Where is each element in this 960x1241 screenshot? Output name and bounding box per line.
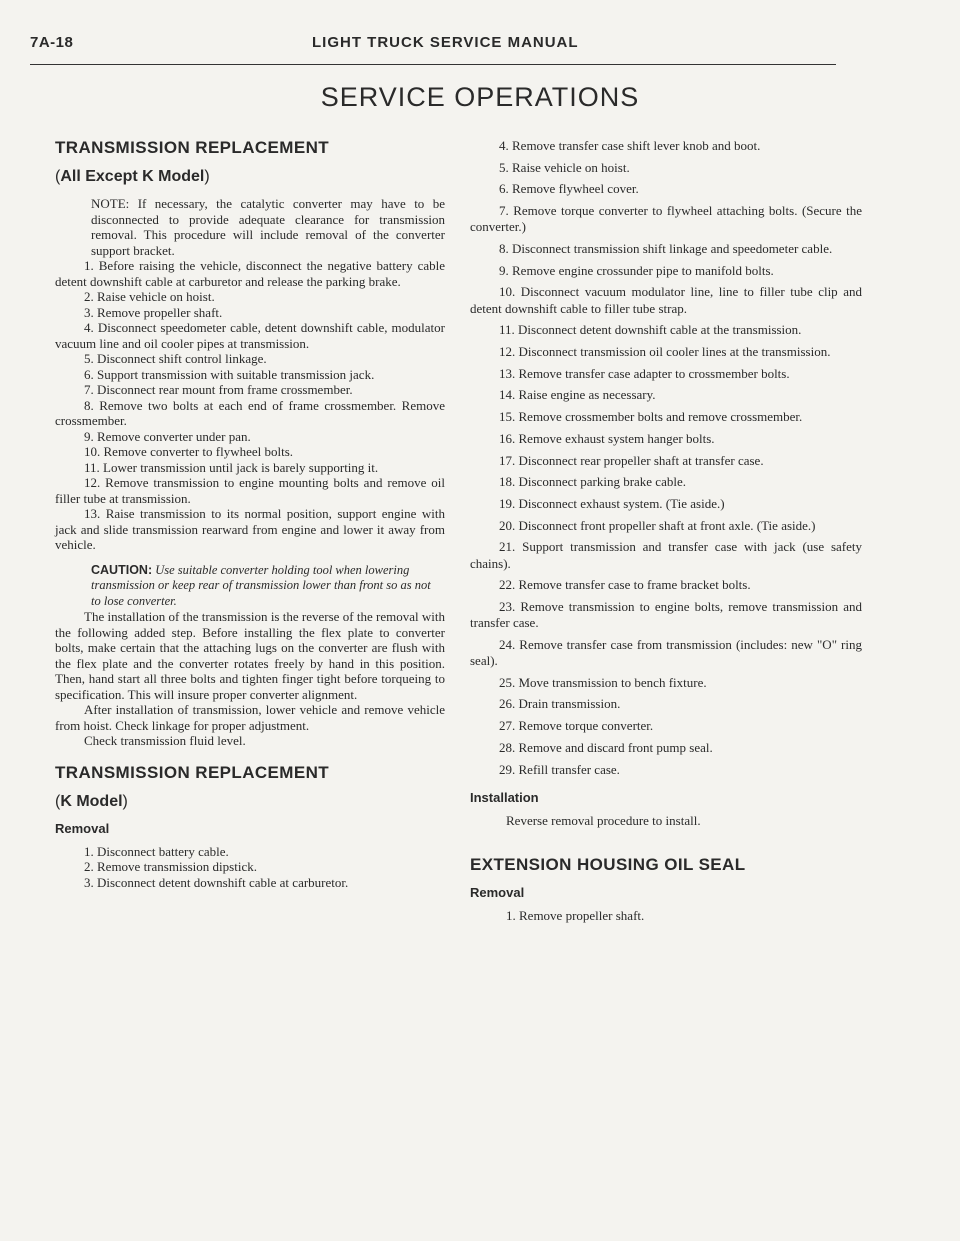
list-item: 5. Disconnect shift control linkage. bbox=[84, 351, 267, 366]
list-item: 3. Remove propeller shaft. bbox=[84, 304, 223, 320]
note-paragraph: NOTE: If necessary, the catalytic converter may have to be disconnected to provide adequate clearance for transmission removal. This procedure will include removal of the converter support bracket. bbox=[91, 196, 445, 258]
removal-label: Removal bbox=[55, 820, 110, 836]
running-title: LIGHT TRUCK SERVICE MANUAL bbox=[312, 34, 579, 51]
list-item: 28. Remove and discard front pump seal. bbox=[499, 739, 713, 755]
list-item: 10. Disconnect vacuum modulator line, line to filler tube clip and detent downshift cable to filler tube strap. bbox=[470, 284, 862, 316]
installation-text: Reverse removal procedure to install. bbox=[506, 812, 701, 828]
list-item: 26. Drain transmission. bbox=[499, 696, 621, 712]
subheading-all-except-k bbox=[55, 168, 445, 186]
heading-extension-housing-oil-seal: EXTENSION HOUSING OIL SEAL bbox=[470, 854, 746, 874]
list-item: 2. Raise vehicle on hoist. bbox=[84, 289, 215, 304]
list-item: 11. Lower transmission until jack is barely supporting it. bbox=[84, 459, 379, 475]
left-column bbox=[55, 138, 445, 890]
right-column bbox=[470, 138, 862, 929]
list-item: 8. Disconnect transmission shift linkage and speedometer cable. bbox=[499, 241, 833, 257]
removal-steps-list bbox=[55, 258, 445, 553]
list-item: 9. Remove converter under pan. bbox=[84, 428, 251, 444]
list-item: 13. Raise transmission to its normal position, support engine with jack and slide transmission rearward from engine and lower it away from vehicle. bbox=[55, 506, 445, 552]
caution-label: CAUTION: bbox=[91, 562, 153, 577]
list-item: 19. Disconnect exhaust system. (Tie aside.) bbox=[499, 495, 725, 511]
model-label: K Model bbox=[60, 792, 123, 810]
paren-close: ) bbox=[122, 792, 128, 810]
list-item: 12. Disconnect transmission oil cooler lines at the transmission. bbox=[499, 344, 831, 360]
list-item: 14. Raise engine as necessary. bbox=[499, 387, 656, 403]
paren-open: ( bbox=[55, 168, 61, 185]
heading-transmission-replacement: TRANSMISSION REPLACEMENT bbox=[55, 138, 330, 157]
paren-open: ( bbox=[55, 792, 61, 810]
list-item: 22. Remove transfer case to frame bracket bolts. bbox=[499, 577, 751, 593]
list-item: 2. Remove transmission dipstick. bbox=[84, 859, 257, 874]
list-item: 4. Disconnect speedometer cable, detent downshift cable, modulator vacuum line and oil cooler pipes at transmission. bbox=[55, 320, 445, 351]
list-item: 6. Support transmission with suitable transmission jack. bbox=[84, 366, 375, 382]
k-removal-steps-list bbox=[55, 844, 445, 891]
list-item: 18. Disconnect parking brake cable. bbox=[499, 474, 686, 490]
list-item: 27. Remove torque converter. bbox=[499, 718, 654, 734]
install-paragraph: After installation of transmission, lower vehicle and remove vehicle from hoist. Check linkage for proper adjustment. bbox=[55, 702, 445, 733]
list-item: 7. Disconnect rear mount from frame crossmember. bbox=[84, 382, 353, 397]
list-item: 6. Remove flywheel cover. bbox=[499, 181, 639, 197]
list-item: 13. Remove transfer case adapter to crossmember bolts. bbox=[499, 365, 790, 381]
list-item: 17. Disconnect rear propeller shaft at transfer case. bbox=[499, 452, 764, 468]
heading-transmission-replacement-k: TRANSMISSION REPLACEMENT bbox=[55, 762, 330, 782]
list-item: 23. Remove transmission to engine bolts, remove transmission and transfer case. bbox=[470, 598, 862, 631]
page-header bbox=[30, 34, 836, 65]
list-item: 9. Remove engine crossunder pipe to manifold bolts. bbox=[499, 262, 774, 278]
list-item: 25. Move transmission to bench fixture. bbox=[499, 674, 707, 690]
section-title: SERVICE OPERATIONS bbox=[320, 82, 640, 112]
paren-close: ) bbox=[204, 168, 210, 185]
install-paragraph: Check transmission fluid level. bbox=[84, 733, 246, 748]
list-item: 24. Remove transfer case from transmission (includes: new "O" ring seal). bbox=[470, 636, 862, 669]
list-item: 1. Before raising the vehicle, disconnect the negative battery cable detent downshift cable at carburetor and release the parking brake. bbox=[55, 258, 445, 289]
list-item: 29. Refill transfer case. bbox=[499, 761, 620, 777]
page-number: 7A-18 bbox=[30, 34, 74, 51]
list-item: 16. Remove exhaust system hanger bolts. bbox=[499, 430, 715, 446]
list-item: 3. Disconnect detent downshift cable at carburetor. bbox=[84, 874, 349, 890]
list-item: 1. Remove propeller shaft. bbox=[506, 907, 645, 923]
list-item: 7. Remove torque converter to flywheel attaching bolts. (Secure the converter.) bbox=[470, 203, 862, 235]
installation-label: Installation bbox=[470, 789, 539, 805]
list-item: 4. Remove transfer case shift lever knob and boot. bbox=[499, 138, 761, 153]
installation-paragraphs bbox=[55, 609, 445, 749]
removal-label: Removal bbox=[470, 884, 525, 900]
subheading-k-model bbox=[55, 793, 445, 811]
install-paragraph: The installation of the transmission is the reverse of the removal with the following added step. Before installing the flex plate to converter bolts, make certain that the attaching lugs on the converter are flush with the flex plate and the converter rotates freely by hand in this position. Then, hand start all three bolts and tighten finger tight before torqueing to specification. This will insure proper converter alignment. bbox=[55, 609, 445, 702]
list-item: 21. Support transmission and transfer case with jack (use safety chains). bbox=[470, 539, 862, 571]
list-item: 11. Disconnect detent downshift cable at the transmission. bbox=[499, 322, 802, 338]
list-item: 8. Remove two bolts at each end of frame crossmember. Remove crossmember. bbox=[55, 397, 445, 428]
list-item: 10. Remove converter to flywheel bolts. bbox=[84, 444, 294, 459]
list-item: 5. Raise vehicle on hoist. bbox=[499, 159, 630, 175]
list-item: 1. Disconnect battery cable. bbox=[84, 843, 229, 859]
list-item: 20. Disconnect front propeller shaft at front axle. (Tie aside.) bbox=[499, 517, 816, 533]
caution-note bbox=[91, 563, 437, 610]
caution-text: Use suitable converter holding tool when lowering transmission or keep rear of transmission lower than front so as not to lose converter. bbox=[91, 562, 431, 608]
list-item: 12. Remove transmission to engine mounting bolts and remove oil filler tube at transmission. bbox=[55, 475, 445, 506]
model-label: All Except K Model bbox=[60, 168, 205, 185]
list-item: 15. Remove crossmember bolts and remove crossmember. bbox=[499, 409, 803, 425]
